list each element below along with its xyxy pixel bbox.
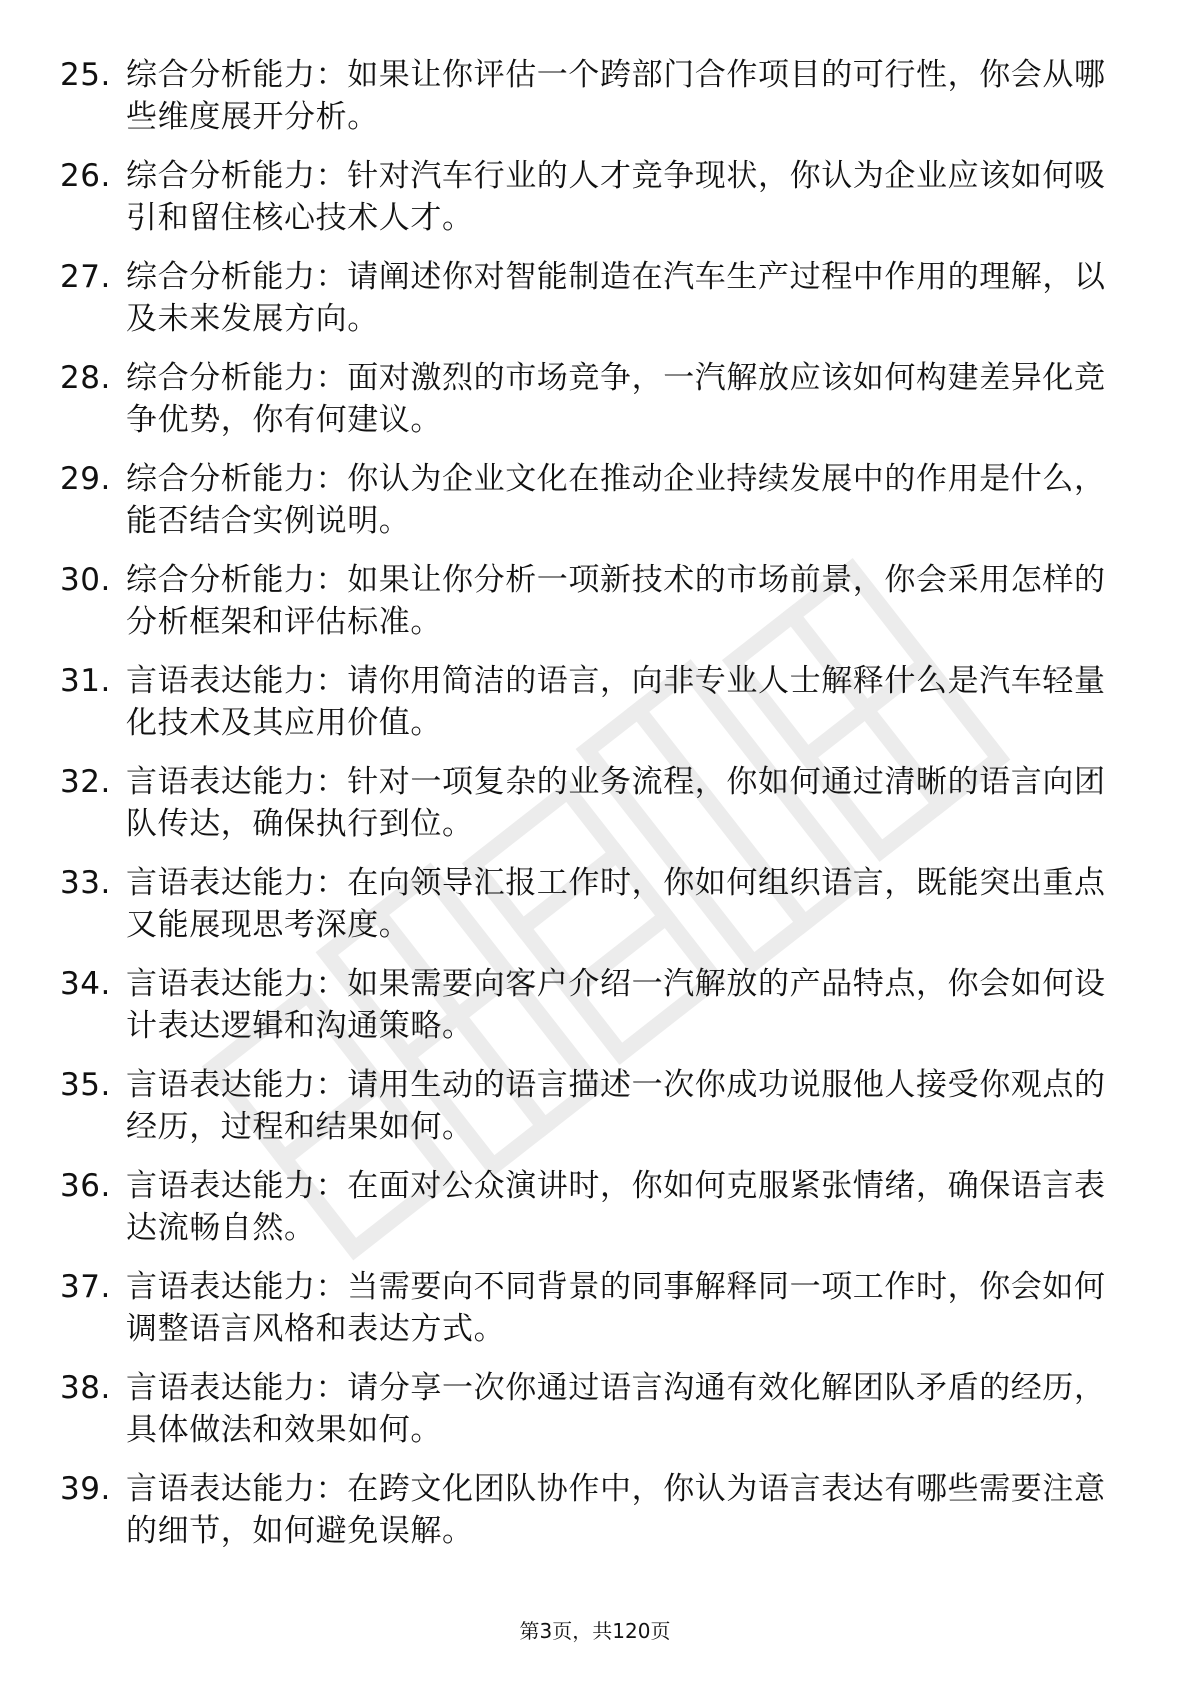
- list-item: [60, 54, 1130, 155]
- question-text: 言语表达能力：当需要向不同背景的同事解释同一项工作时，你会如何调整语言风格和表达方式。: [126, 1269, 1106, 1347]
- list-item: [60, 660, 1130, 761]
- question-number: 28.: [60, 360, 111, 396]
- list-item: [60, 1064, 1130, 1165]
- list-item: [60, 559, 1130, 660]
- list-item: [60, 862, 1130, 963]
- question-number: 25.: [60, 57, 111, 93]
- question-number: 34.: [60, 966, 111, 1002]
- question-number: 30.: [60, 562, 111, 598]
- list-item: [60, 256, 1130, 357]
- list-item: [60, 458, 1130, 559]
- list-item: [60, 1367, 1130, 1468]
- question-text: 言语表达能力：在向领导汇报工作时，你如何组织语言，既能突出重点又能展现思考深度。: [126, 865, 1106, 943]
- page-footer: 第3页，共120页: [519, 1619, 671, 1643]
- question-text: 综合分析能力：面对激烈的市场竞争，一汽解放应该如何构建差异化竞争优势，你有何建议。: [126, 360, 1106, 438]
- question-text: 言语表达能力：针对一项复杂的业务流程，你如何通过清晰的语言向团队传达，确保执行到位。: [126, 764, 1106, 842]
- list-item: [60, 761, 1130, 862]
- question-text: 言语表达能力：在跨文化团队协作中，你认为语言表达有哪些需要注意的细节，如何避免误解。: [126, 1471, 1106, 1549]
- list-item: [60, 357, 1130, 458]
- question-text: 综合分析能力：针对汽车行业的人才竞争现状，你认为企业应该如何吸引和留住核心技术人才。: [126, 158, 1106, 236]
- question-number: 32.: [60, 764, 111, 800]
- question-number: 27.: [60, 259, 111, 295]
- question-text: 综合分析能力：如果让你评估一个跨部门合作项目的可行性，你会从哪些维度展开分析。: [126, 57, 1106, 135]
- list-item: [60, 1266, 1130, 1367]
- question-number: 31.: [60, 663, 111, 699]
- question-text: 言语表达能力：请分享一次你通过语言沟通有效化解团队矛盾的经历，具体做法和效果如何。: [126, 1370, 1106, 1448]
- question-number: 38.: [60, 1370, 111, 1406]
- list-item: [60, 155, 1130, 256]
- question-list: [60, 54, 1130, 1569]
- question-number: 37.: [60, 1269, 111, 1305]
- question-number: 36.: [60, 1168, 111, 1204]
- question-number: 29.: [60, 461, 111, 497]
- question-text: 综合分析能力：请阐述你对智能制造在汽车生产过程中作用的理解，以及未来发展方向。: [126, 259, 1106, 337]
- question-text: 综合分析能力：你认为企业文化在推动企业持续发展中的作用是什么，能否结合实例说明。: [126, 461, 1106, 539]
- question-text: 综合分析能力：如果让你分析一项新技术的市场前景，你会采用怎样的分析框架和评估标准。: [126, 562, 1106, 640]
- list-item: [60, 1165, 1130, 1266]
- question-number: 39.: [60, 1471, 111, 1507]
- question-text: 言语表达能力：请用生动的语言描述一次你成功说服他人接受你观点的经历，过程和结果如何。: [126, 1067, 1106, 1145]
- question-text: 言语表达能力：如果需要向客户介绍一汽解放的产品特点，你会如何设计表达逻辑和沟通策略。: [126, 966, 1106, 1044]
- question-number: 33.: [60, 865, 111, 901]
- question-text: 言语表达能力：请你用简洁的语言，向非专业人士解释什么是汽车轻量化技术及其应用价值。: [126, 663, 1106, 741]
- question-number: 35.: [60, 1067, 111, 1103]
- question-number: 26.: [60, 158, 111, 194]
- list-item: [60, 963, 1130, 1064]
- question-text: 言语表达能力：在面对公众演讲时，你如何克服紧张情绪，确保语言表达流畅自然。: [126, 1168, 1106, 1246]
- list-item: [60, 1468, 1130, 1569]
